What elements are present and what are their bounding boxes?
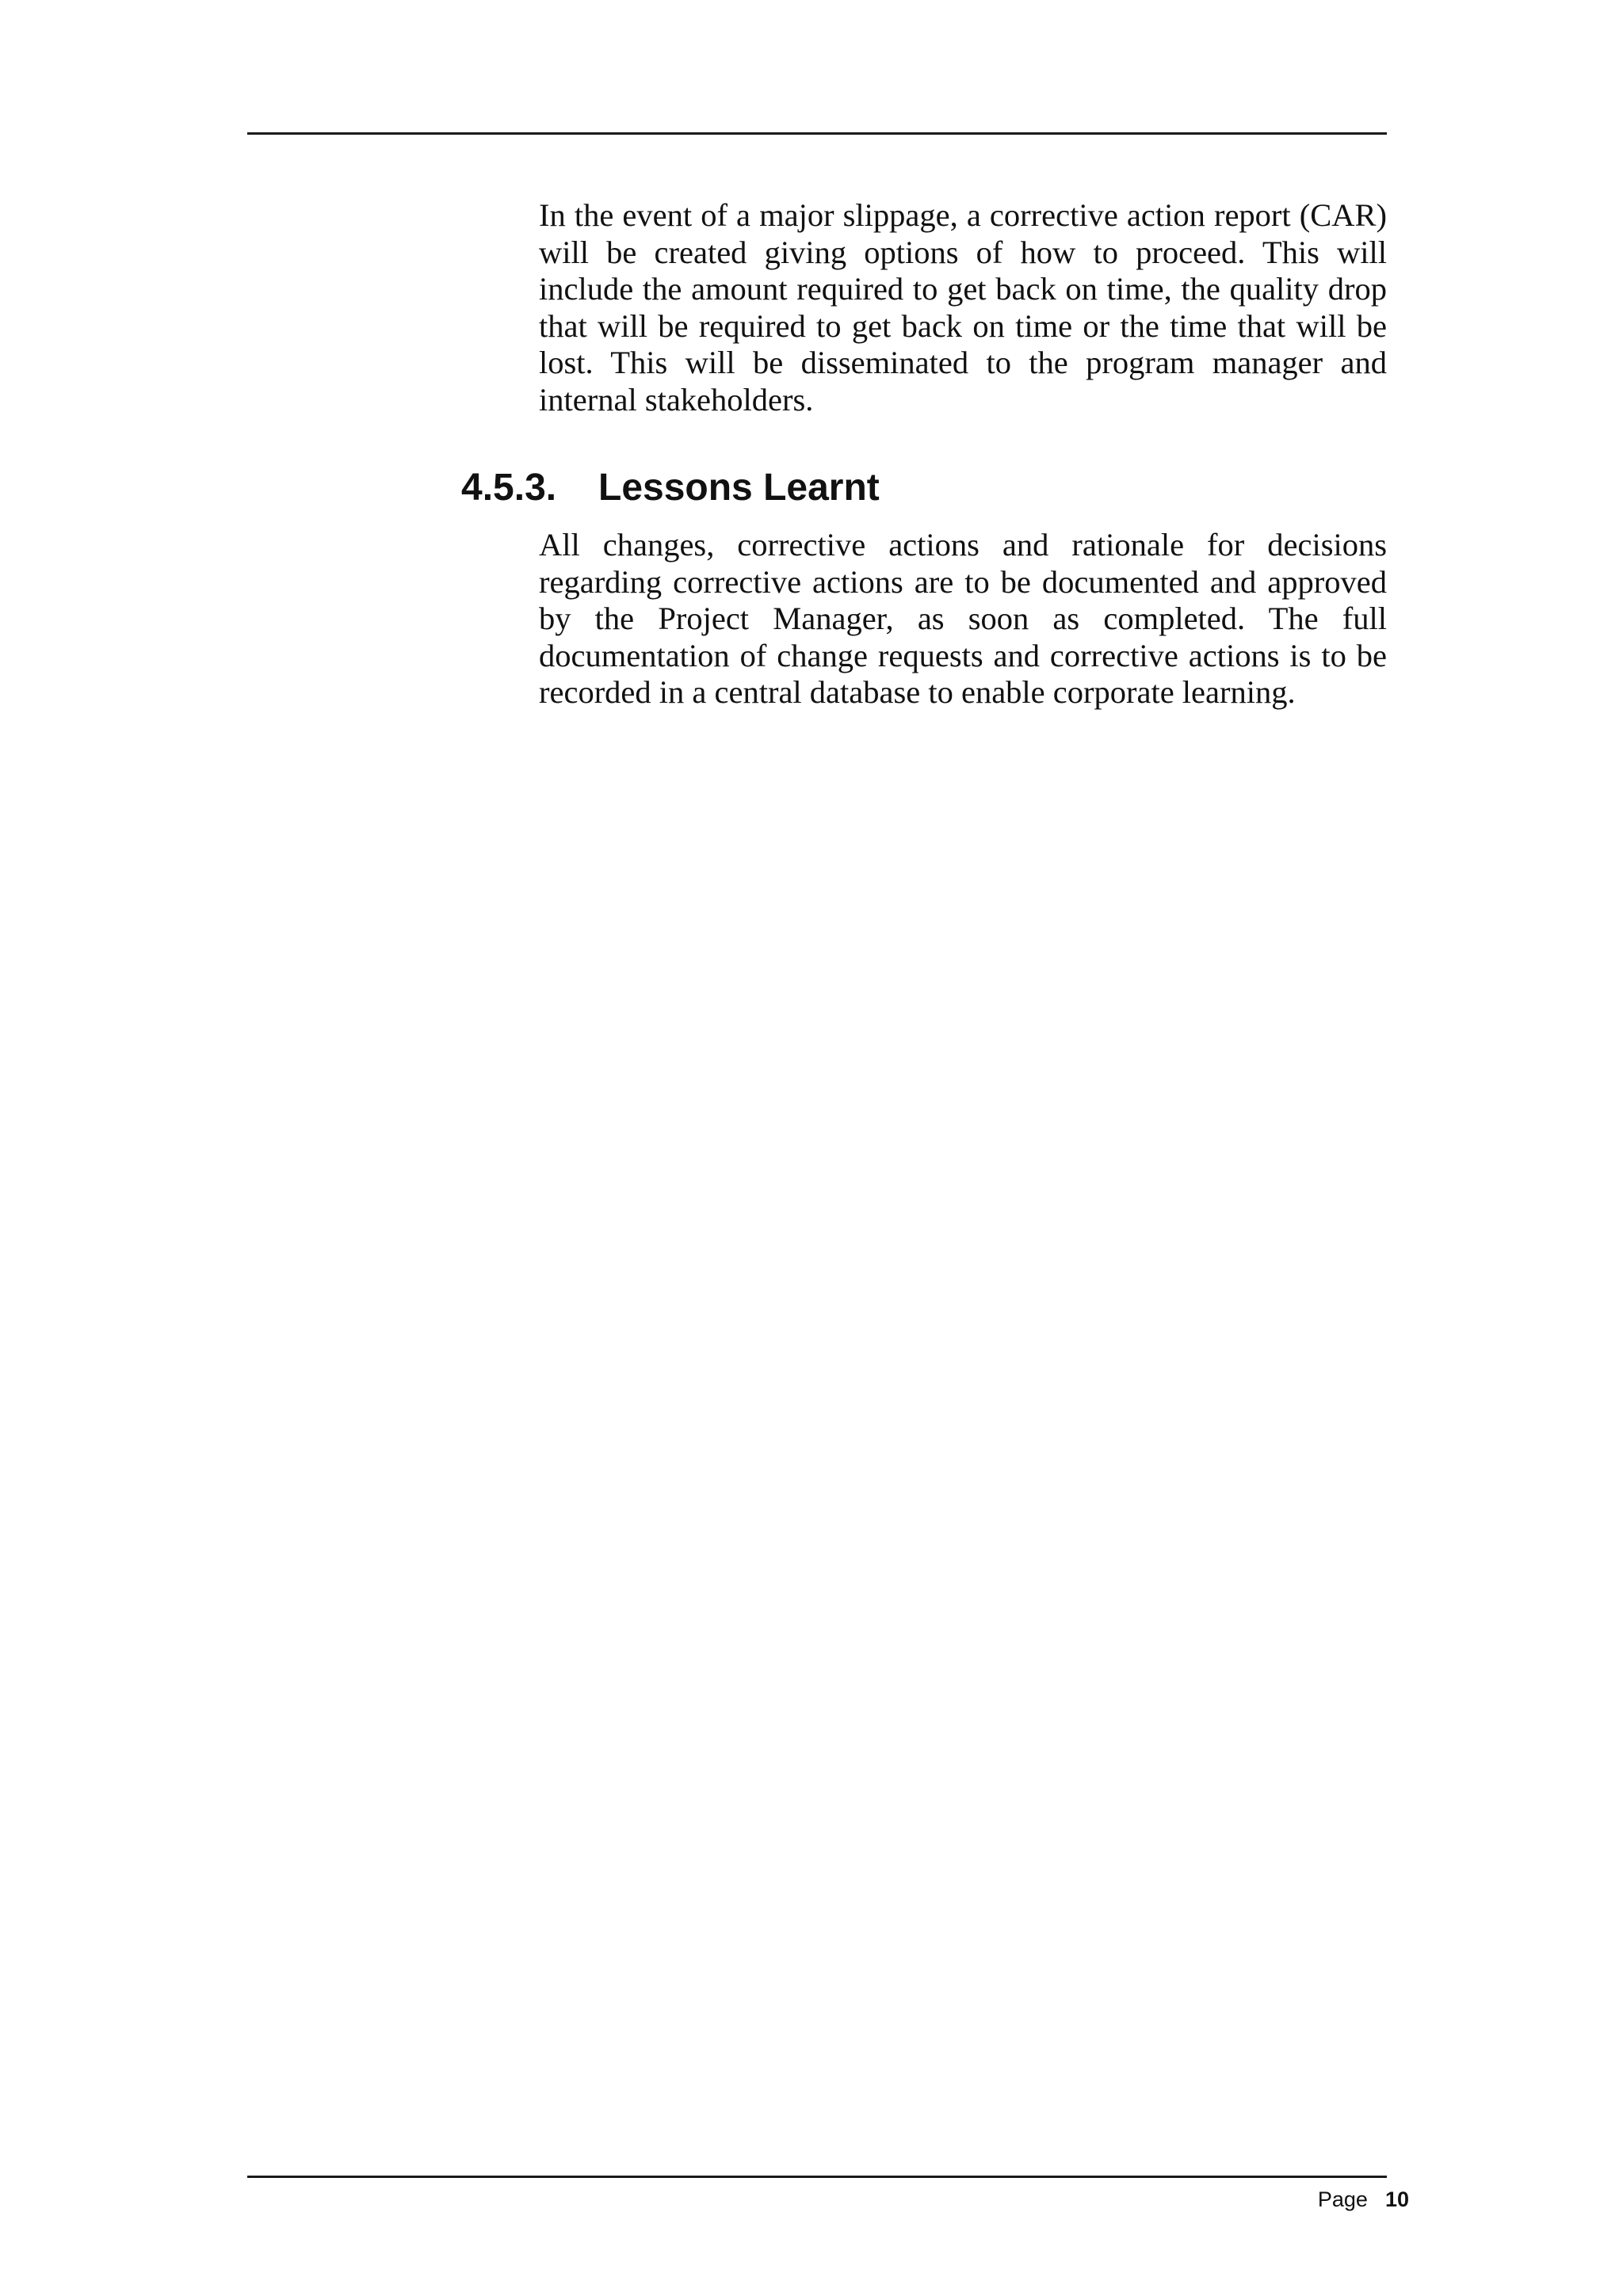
body-paragraph-corrective-action: In the event of a major slippage, a corrective action report (CAR) will be created giving options of how to proceed. This will include the amount required to get back on time, the quality drop that will be required to get back on time or the time that will be lost. This will be disseminated to the program manager and internal stakeholders.: [539, 197, 1387, 418]
header-rule: [247, 132, 1387, 135]
page-number: 10: [1384, 2187, 1409, 2211]
page-label: Page: [1317, 2187, 1368, 2211]
section-title: Lessons Learnt: [598, 467, 880, 509]
section-heading: [461, 466, 880, 510]
section-number: 4.5.3.: [461, 467, 557, 509]
body-paragraph-lessons-learnt: All changes, corrective actions and rationale for decisions regarding corrective actions are to be documented and approved by the Project Manager, as soon as completed. The full documentation of change requests and corrective actions is to be recorded in a central database to enable corporate learning.: [539, 527, 1387, 710]
page-footer: [1318, 2186, 1409, 2213]
footer-rule: [247, 2176, 1387, 2178]
